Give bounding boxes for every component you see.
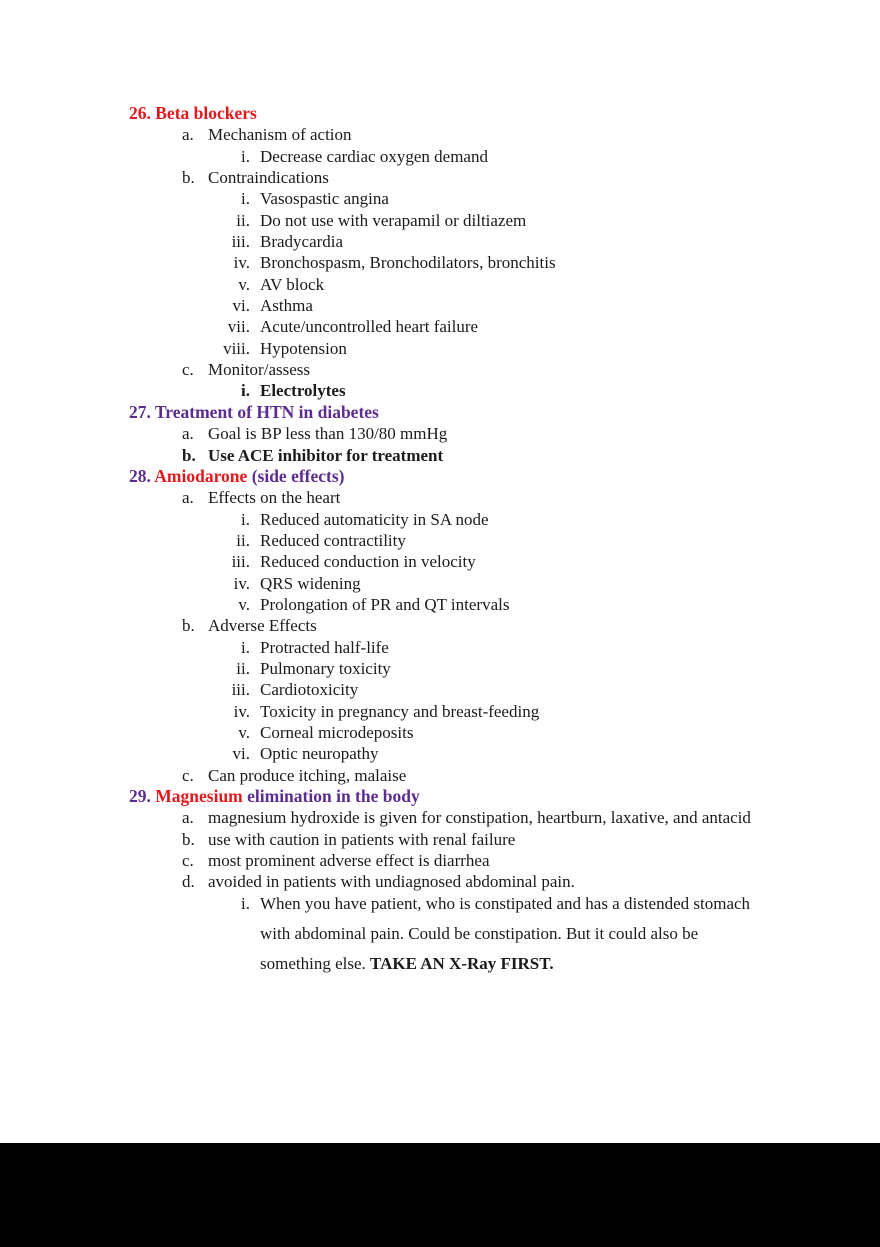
line-text [208,830,515,849]
outline-line [129,637,849,658]
outline-line [129,850,849,871]
text-segment: Bradycardia [260,232,344,252]
text-segment: 27. Treatment of HTN in diabetes [129,401,379,422]
list-marker: iv. [233,701,250,721]
list-marker: b. [182,168,195,188]
outline-line [129,551,849,572]
line-text [260,510,489,529]
line-text [208,424,447,443]
outline-heading [129,402,849,423]
text-segment: Optic neuropathy [260,744,379,764]
outline-line [129,722,849,743]
text-segment: use with caution in patients with renal failure [208,829,516,849]
text-segment: Asthma [260,296,313,316]
text-segment: magnesium hydroxide is given for constipation, heartburn, laxative, and antacid [208,808,751,828]
outline-line [129,316,849,337]
line-text [260,189,389,208]
text-segment: Corneal microdeposits [260,722,414,742]
list-marker: iv. [233,253,250,273]
outline-line [129,167,849,188]
line-text [208,125,352,144]
line-text [260,954,554,973]
text-segment: avoided in patients with undiagnosed abdominal pain. [208,872,575,892]
text-segment: something else. [260,953,371,973]
outline-line [129,679,849,700]
outline-line [129,295,849,316]
list-marker: ii. [236,658,250,678]
text-segment: Reduced automaticity in SA node [260,509,489,529]
text-segment: Goal is BP less than 130/80 mmHg [208,424,448,444]
line-text [260,253,556,272]
text-segment: Pulmonary toxicity [260,658,391,678]
list-marker: v. [238,594,250,614]
text-segment: Bronchospasm, Bronchodilators, bronchitis [260,253,556,273]
text-segment: 29. [129,786,156,806]
outline-line [129,210,849,231]
outline-line [129,807,849,828]
list-marker: v. [238,722,250,742]
line-text [260,531,406,550]
list-marker: iii. [231,552,250,572]
line-text [260,552,476,571]
list-marker: vi. [232,296,250,316]
outline-line [129,871,849,892]
line-text [260,702,539,721]
line-text [129,103,257,123]
line-text [260,744,379,763]
list-marker: i. [241,509,250,529]
text-segment: with abdominal pain. Could be constipation. But it could also be [260,923,699,943]
list-marker: a. [182,125,194,145]
text-segment: Toxicity in pregnancy and breast-feeding [260,701,540,721]
outline-line [129,188,849,209]
line-text [260,296,313,315]
list-marker: b. [182,829,195,849]
text-segment: QRS widening [260,573,361,593]
line-text [260,574,361,593]
list-marker: i. [241,381,250,401]
text-segment: Reduced contractility [260,530,406,550]
line-text [260,894,750,913]
line-text [260,147,488,166]
line-text [260,924,698,943]
list-marker: ii. [236,530,250,550]
outline-line [129,530,849,551]
list-marker: c. [182,360,194,380]
text-segment: Adverse Effects [208,616,317,636]
line-text [208,446,443,465]
outline-heading [129,103,849,124]
text-segment: Magnesium [155,786,243,806]
text-segment: TAKE AN X-Ray FIRST. [370,953,554,973]
text-segment: Contraindications [208,168,329,188]
line-text [208,872,575,891]
line-text [260,638,389,657]
outline-line [129,509,849,530]
outline-line [129,380,849,401]
line-text [260,595,509,614]
line-text [129,786,420,806]
text-segment: Protracted half-life [260,637,389,657]
text-segment: Monitor/assess [208,360,310,380]
list-marker: iv. [233,573,250,593]
text-segment: 26. Beta blockers [129,103,257,123]
list-marker: i. [241,637,250,657]
outline-line [129,573,849,594]
list-marker: d. [182,872,195,892]
line-text [260,317,478,336]
text-segment: Amiodarone [154,465,248,486]
outline-line [129,423,849,444]
bottom-black-bar [0,1143,880,1247]
list-marker: a. [182,488,194,508]
outline-line [129,231,849,252]
list-marker: iii. [231,680,250,700]
line-text [260,232,343,251]
text-segment: elimination in the body [242,786,420,806]
outline-line [129,487,849,508]
text-segment: Can produce itching, malaise [208,765,407,785]
line-text [208,851,490,870]
line-text [208,808,751,827]
outline-line [129,445,849,466]
outline-line [129,615,849,636]
line-text [260,723,413,742]
text-segment: Effects on the heart [208,488,341,508]
outline-line [129,359,849,380]
line-text [129,402,379,422]
outline-line [129,658,849,679]
line-text [260,275,324,294]
text-segment: Prolongation of PR and QT intervals [260,594,510,614]
outline-line [129,252,849,273]
outline-line [129,953,849,983]
line-text [129,466,345,486]
text-segment: (side effects) [247,465,345,486]
line-text [260,680,358,699]
line-text [260,381,346,400]
outline [129,103,849,983]
text-segment: When you have patient, who is constipated and has a distended stomach [260,893,751,913]
list-marker: viii. [223,338,250,358]
list-marker: v. [238,274,250,294]
list-marker: c. [182,765,194,785]
text-segment: Hypotension [260,338,347,358]
line-text [260,339,347,358]
outline-line [129,594,849,615]
outline-line [129,765,849,786]
outline-line [129,338,849,359]
outline-line [129,701,849,722]
text-segment: Reduced conduction in velocity [260,552,476,572]
list-marker: i. [241,146,250,166]
outline-line [129,274,849,295]
line-text [208,616,317,635]
outline-line [129,743,849,764]
outline-heading [129,786,849,807]
text-segment: Mechanism of action [208,125,352,145]
outline-line [129,893,849,923]
list-marker: b. [182,616,195,636]
list-marker: vi. [232,744,250,764]
text-segment: Decrease cardiac oxygen demand [260,146,488,166]
line-text [208,360,310,379]
outline-line [129,923,849,953]
text-segment: Vasospastic angina [260,189,389,209]
outline-line [129,124,849,145]
line-text [208,168,329,187]
line-text [208,766,406,785]
text-segment: Cardiotoxicity [260,680,359,700]
list-marker: a. [182,424,194,444]
text-segment: 28. [129,465,155,486]
text-segment: Electrolytes [260,381,346,401]
text-segment: Use ACE inhibitor for treatment [208,445,444,465]
list-marker: ii. [236,210,250,230]
text-segment: most prominent adverse effect is diarrhea [208,851,490,871]
list-marker: b. [182,445,196,465]
text-segment: AV block [260,274,325,294]
list-marker: vii. [227,317,250,337]
outline-heading [129,466,849,487]
list-marker: i. [241,893,250,913]
text-segment: Do not use with verapamil or diltiazem [260,210,527,230]
list-marker: a. [182,808,194,828]
line-text [208,488,340,507]
outline-line [129,829,849,850]
list-marker: iii. [231,232,250,252]
text-segment: Acute/uncontrolled heart failure [260,317,479,337]
line-text [260,659,391,678]
outline-line [129,146,849,167]
list-marker: c. [182,851,194,871]
list-marker: i. [241,189,250,209]
line-text [260,211,526,230]
